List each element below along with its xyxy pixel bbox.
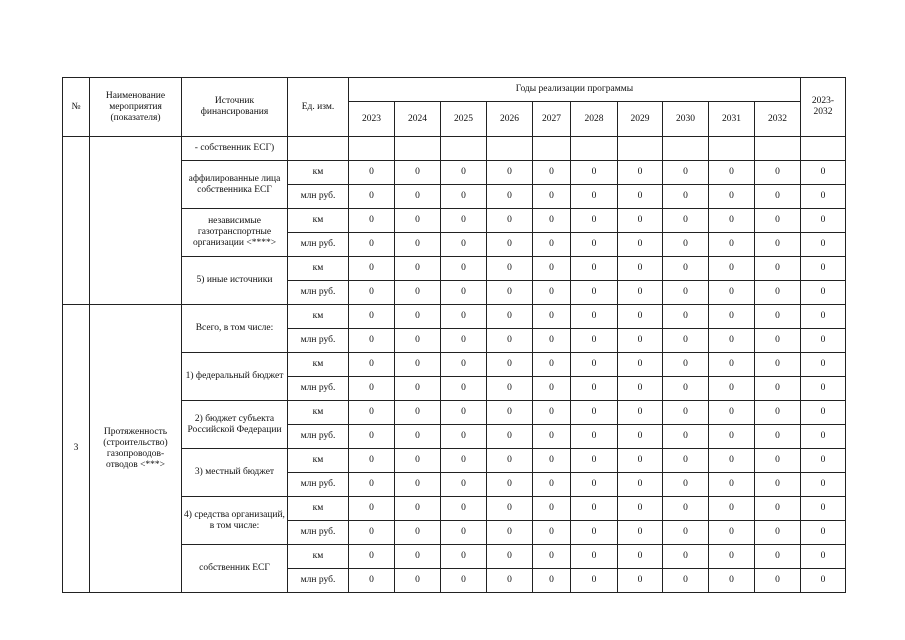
value-cell: 0	[533, 305, 571, 329]
value-cell: 0	[441, 161, 487, 185]
value-cell: 0	[349, 305, 395, 329]
value-cell: 0	[349, 449, 395, 473]
value-cell: 0	[487, 521, 533, 545]
value-cell: 0	[801, 305, 846, 329]
value-cell: 0	[663, 209, 709, 233]
value-cell: 0	[571, 569, 618, 593]
value-cell: 0	[349, 545, 395, 569]
header-year: 2032	[755, 102, 801, 137]
value-cell: 0	[441, 449, 487, 473]
value-cell: 0	[571, 473, 618, 497]
source-label: Всего, в том числе:	[182, 305, 288, 353]
unit-label: км	[288, 161, 349, 185]
value-cell: 0	[571, 185, 618, 209]
value-cell: 0	[618, 401, 663, 425]
value-cell: 0	[533, 521, 571, 545]
header-year: 2031	[709, 102, 755, 137]
value-cell: 0	[709, 377, 755, 401]
value-cell: 0	[663, 281, 709, 305]
value-cell: 0	[395, 233, 441, 257]
value-cell: 0	[663, 329, 709, 353]
value-cell: 0	[487, 401, 533, 425]
header-year: 2029	[618, 102, 663, 137]
value-cell: 0	[755, 233, 801, 257]
value-cell: 0	[663, 257, 709, 281]
value-cell: 0	[395, 473, 441, 497]
empty-cell	[349, 137, 395, 161]
unit-label: млн руб.	[288, 185, 349, 209]
value-cell: 0	[395, 545, 441, 569]
value-cell: 0	[801, 257, 846, 281]
header-years-title: Годы реализации программы	[349, 78, 801, 102]
value-cell: 0	[801, 377, 846, 401]
value-cell: 0	[533, 329, 571, 353]
value-cell: 0	[349, 521, 395, 545]
value-cell: 0	[533, 209, 571, 233]
value-cell: 0	[349, 353, 395, 377]
value-cell: 0	[755, 497, 801, 521]
value-cell: 0	[755, 161, 801, 185]
header-year: 2023	[349, 102, 395, 137]
value-cell: 0	[709, 473, 755, 497]
value-cell: 0	[755, 377, 801, 401]
value-cell: 0	[487, 257, 533, 281]
section-a-num	[63, 137, 90, 305]
value-cell: 0	[663, 233, 709, 257]
value-cell: 0	[533, 545, 571, 569]
value-cell: 0	[571, 305, 618, 329]
value-cell: 0	[441, 281, 487, 305]
value-cell: 0	[663, 425, 709, 449]
value-cell: 0	[487, 569, 533, 593]
value-cell: 0	[618, 161, 663, 185]
header-unit: Ед. изм.	[288, 78, 349, 137]
header-year: 2027	[533, 102, 571, 137]
value-cell: 0	[801, 185, 846, 209]
value-cell: 0	[487, 497, 533, 521]
unit-label: км	[288, 353, 349, 377]
value-cell: 0	[571, 233, 618, 257]
program-table	[62, 77, 846, 593]
value-cell: 0	[663, 401, 709, 425]
value-cell: 0	[709, 425, 755, 449]
value-cell: 0	[487, 353, 533, 377]
value-cell: 0	[571, 497, 618, 521]
value-cell: 0	[487, 185, 533, 209]
source-label: 2) бюджет субъекта Российской Федерации	[182, 401, 288, 449]
value-cell: 0	[663, 161, 709, 185]
value-cell: 0	[395, 185, 441, 209]
header-year: 2024	[395, 102, 441, 137]
value-cell: 0	[395, 257, 441, 281]
value-cell: 0	[801, 161, 846, 185]
value-cell: 0	[571, 353, 618, 377]
unit-label: млн руб.	[288, 521, 349, 545]
value-cell: 0	[571, 545, 618, 569]
value-cell: 0	[709, 209, 755, 233]
value-cell: 0	[349, 233, 395, 257]
value-cell: 0	[801, 233, 846, 257]
value-cell: 0	[487, 329, 533, 353]
value-cell: 0	[349, 257, 395, 281]
value-cell: 0	[349, 329, 395, 353]
value-cell: 0	[571, 521, 618, 545]
value-cell: 0	[571, 161, 618, 185]
value-cell: 0	[441, 401, 487, 425]
value-cell: 0	[663, 305, 709, 329]
unit-label: млн руб.	[288, 233, 349, 257]
value-cell: 0	[487, 209, 533, 233]
value-cell: 0	[533, 257, 571, 281]
value-cell: 0	[709, 305, 755, 329]
value-cell: 0	[618, 545, 663, 569]
value-cell: 0	[755, 545, 801, 569]
value-cell: 0	[533, 377, 571, 401]
value-cell: 0	[533, 401, 571, 425]
value-cell: 0	[801, 353, 846, 377]
value-cell: 0	[533, 497, 571, 521]
value-cell: 0	[395, 401, 441, 425]
value-cell: 0	[487, 473, 533, 497]
value-cell: 0	[709, 545, 755, 569]
value-cell: 0	[349, 473, 395, 497]
value-cell: 0	[801, 401, 846, 425]
empty-cell	[801, 137, 846, 161]
value-cell: 0	[487, 305, 533, 329]
value-cell: 0	[618, 425, 663, 449]
value-cell: 0	[395, 209, 441, 233]
header-year: 2028	[571, 102, 618, 137]
value-cell: 0	[571, 377, 618, 401]
empty-cell	[487, 137, 533, 161]
value-cell: 0	[801, 569, 846, 593]
empty-cell	[441, 137, 487, 161]
value-cell: 0	[349, 569, 395, 593]
value-cell: 0	[709, 161, 755, 185]
source-label: аффилированные лица собственника ЕСГ	[182, 161, 288, 209]
value-cell: 0	[441, 209, 487, 233]
value-cell: 0	[487, 233, 533, 257]
value-cell: 0	[441, 329, 487, 353]
value-cell: 0	[618, 473, 663, 497]
value-cell: 0	[441, 233, 487, 257]
value-cell: 0	[755, 449, 801, 473]
value-cell: 0	[349, 185, 395, 209]
value-cell: 0	[571, 209, 618, 233]
value-cell: 0	[395, 161, 441, 185]
value-cell: 0	[571, 257, 618, 281]
value-cell: 0	[755, 569, 801, 593]
section-b-num: 3	[63, 305, 90, 593]
source-label: 4) средства организаций, в том числе:	[182, 497, 288, 545]
value-cell: 0	[349, 425, 395, 449]
table-row	[63, 137, 846, 161]
value-cell: 0	[487, 377, 533, 401]
value-cell: 0	[395, 449, 441, 473]
value-cell: 0	[618, 281, 663, 305]
value-cell: 0	[395, 305, 441, 329]
value-cell: 0	[755, 329, 801, 353]
value-cell: 0	[441, 521, 487, 545]
table-row	[63, 305, 846, 329]
value-cell: 0	[801, 473, 846, 497]
value-cell: 0	[755, 401, 801, 425]
value-cell: 0	[349, 497, 395, 521]
value-cell: 0	[801, 281, 846, 305]
value-cell: 0	[709, 353, 755, 377]
empty-cell	[709, 137, 755, 161]
value-cell: 0	[755, 521, 801, 545]
value-cell: 0	[533, 569, 571, 593]
value-cell: 0	[571, 425, 618, 449]
value-cell: 0	[663, 521, 709, 545]
unit-label: млн руб.	[288, 425, 349, 449]
table-body	[63, 78, 846, 593]
value-cell: 0	[709, 257, 755, 281]
value-cell: 0	[441, 497, 487, 521]
empty-cell	[533, 137, 571, 161]
value-cell: 0	[533, 473, 571, 497]
source-label: 5) иные источники	[182, 257, 288, 305]
unit-label: км	[288, 497, 349, 521]
value-cell: 0	[618, 209, 663, 233]
value-cell: 0	[663, 569, 709, 593]
value-cell: 0	[487, 545, 533, 569]
unit-label: млн руб.	[288, 473, 349, 497]
value-cell: 0	[349, 209, 395, 233]
value-cell: 0	[395, 425, 441, 449]
value-cell: 0	[618, 497, 663, 521]
value-cell: 0	[801, 545, 846, 569]
value-cell: 0	[755, 305, 801, 329]
unit-label: км	[288, 401, 349, 425]
empty-cell	[618, 137, 663, 161]
value-cell: 0	[755, 425, 801, 449]
value-cell: 0	[709, 329, 755, 353]
value-cell: 0	[533, 281, 571, 305]
value-cell: 0	[663, 497, 709, 521]
value-cell: 0	[618, 449, 663, 473]
value-cell: 0	[801, 329, 846, 353]
unit-label: млн руб.	[288, 281, 349, 305]
value-cell: 0	[571, 329, 618, 353]
value-cell: 0	[487, 281, 533, 305]
value-cell: 0	[441, 425, 487, 449]
value-cell: 0	[755, 353, 801, 377]
value-cell: 0	[533, 161, 571, 185]
empty-cell	[571, 137, 618, 161]
empty-cell	[288, 137, 349, 161]
unit-label: км	[288, 305, 349, 329]
value-cell: 0	[618, 353, 663, 377]
empty-cell	[395, 137, 441, 161]
value-cell: 0	[571, 449, 618, 473]
value-cell: 0	[618, 569, 663, 593]
value-cell: 0	[801, 209, 846, 233]
value-cell: 0	[801, 425, 846, 449]
value-cell: 0	[395, 353, 441, 377]
value-cell: 0	[395, 497, 441, 521]
value-cell: 0	[395, 329, 441, 353]
value-cell: 0	[349, 281, 395, 305]
unit-label: км	[288, 449, 349, 473]
value-cell: 0	[441, 545, 487, 569]
value-cell: 0	[395, 569, 441, 593]
value-cell: 0	[349, 161, 395, 185]
value-cell: 0	[441, 353, 487, 377]
header-year: 2030	[663, 102, 709, 137]
empty-cell	[663, 137, 709, 161]
value-cell: 0	[349, 401, 395, 425]
value-cell: 0	[755, 281, 801, 305]
value-cell: 0	[663, 449, 709, 473]
value-cell: 0	[487, 425, 533, 449]
value-cell: 0	[395, 521, 441, 545]
value-cell: 0	[395, 377, 441, 401]
value-cell: 0	[533, 353, 571, 377]
unit-label: км	[288, 209, 349, 233]
value-cell: 0	[663, 353, 709, 377]
value-cell: 0	[663, 473, 709, 497]
source-label: 1) федеральный бюджет	[182, 353, 288, 401]
header-name: Наименование мероприятия (показателя)	[90, 78, 182, 137]
value-cell: 0	[755, 209, 801, 233]
source-label: независимые газотранспортные организации <****>	[182, 209, 288, 257]
header-year: 2025	[441, 102, 487, 137]
unit-label: км	[288, 257, 349, 281]
value-cell: 0	[441, 257, 487, 281]
value-cell: 0	[709, 185, 755, 209]
value-cell: 0	[618, 305, 663, 329]
value-cell: 0	[618, 329, 663, 353]
unit-label: млн руб.	[288, 377, 349, 401]
value-cell: 0	[709, 281, 755, 305]
value-cell: 0	[709, 497, 755, 521]
value-cell: 0	[755, 257, 801, 281]
value-cell: 0	[618, 233, 663, 257]
value-cell: 0	[349, 377, 395, 401]
value-cell: 0	[441, 569, 487, 593]
unit-label: км	[288, 545, 349, 569]
value-cell: 0	[487, 449, 533, 473]
empty-cell	[755, 137, 801, 161]
header-year: 2026	[487, 102, 533, 137]
header-source: Источник финансирования	[182, 78, 288, 137]
unit-label: млн руб.	[288, 329, 349, 353]
unit-label: млн руб.	[288, 569, 349, 593]
value-cell: 0	[618, 521, 663, 545]
value-cell: 0	[709, 569, 755, 593]
value-cell: 0	[755, 185, 801, 209]
header-num: №	[63, 78, 90, 137]
value-cell: 0	[755, 473, 801, 497]
value-cell: 0	[618, 185, 663, 209]
value-cell: 0	[801, 497, 846, 521]
value-cell: 0	[441, 185, 487, 209]
value-cell: 0	[618, 377, 663, 401]
value-cell: 0	[395, 281, 441, 305]
value-cell: 0	[441, 305, 487, 329]
source-label: 3) местный бюджет	[182, 449, 288, 497]
value-cell: 0	[801, 521, 846, 545]
value-cell: 0	[663, 377, 709, 401]
source-label: - собственник ЕСГ)	[182, 137, 288, 161]
section-b-name: Протяженность (строительство) газопроводов-отводов <***>	[90, 305, 182, 593]
value-cell: 0	[801, 449, 846, 473]
value-cell: 0	[709, 233, 755, 257]
value-cell: 0	[709, 449, 755, 473]
value-cell: 0	[533, 185, 571, 209]
source-label: собственник ЕСГ	[182, 545, 288, 593]
value-cell: 0	[441, 473, 487, 497]
value-cell: 0	[487, 161, 533, 185]
value-cell: 0	[663, 185, 709, 209]
value-cell: 0	[709, 401, 755, 425]
section-a-name	[90, 137, 182, 305]
value-cell: 0	[663, 545, 709, 569]
value-cell: 0	[571, 281, 618, 305]
value-cell: 0	[571, 401, 618, 425]
value-cell: 0	[533, 233, 571, 257]
table-row	[63, 78, 846, 102]
value-cell: 0	[533, 449, 571, 473]
value-cell: 0	[709, 521, 755, 545]
value-cell: 0	[533, 425, 571, 449]
value-cell: 0	[441, 377, 487, 401]
value-cell: 0	[618, 257, 663, 281]
header-total: 2023-2032	[801, 78, 846, 137]
